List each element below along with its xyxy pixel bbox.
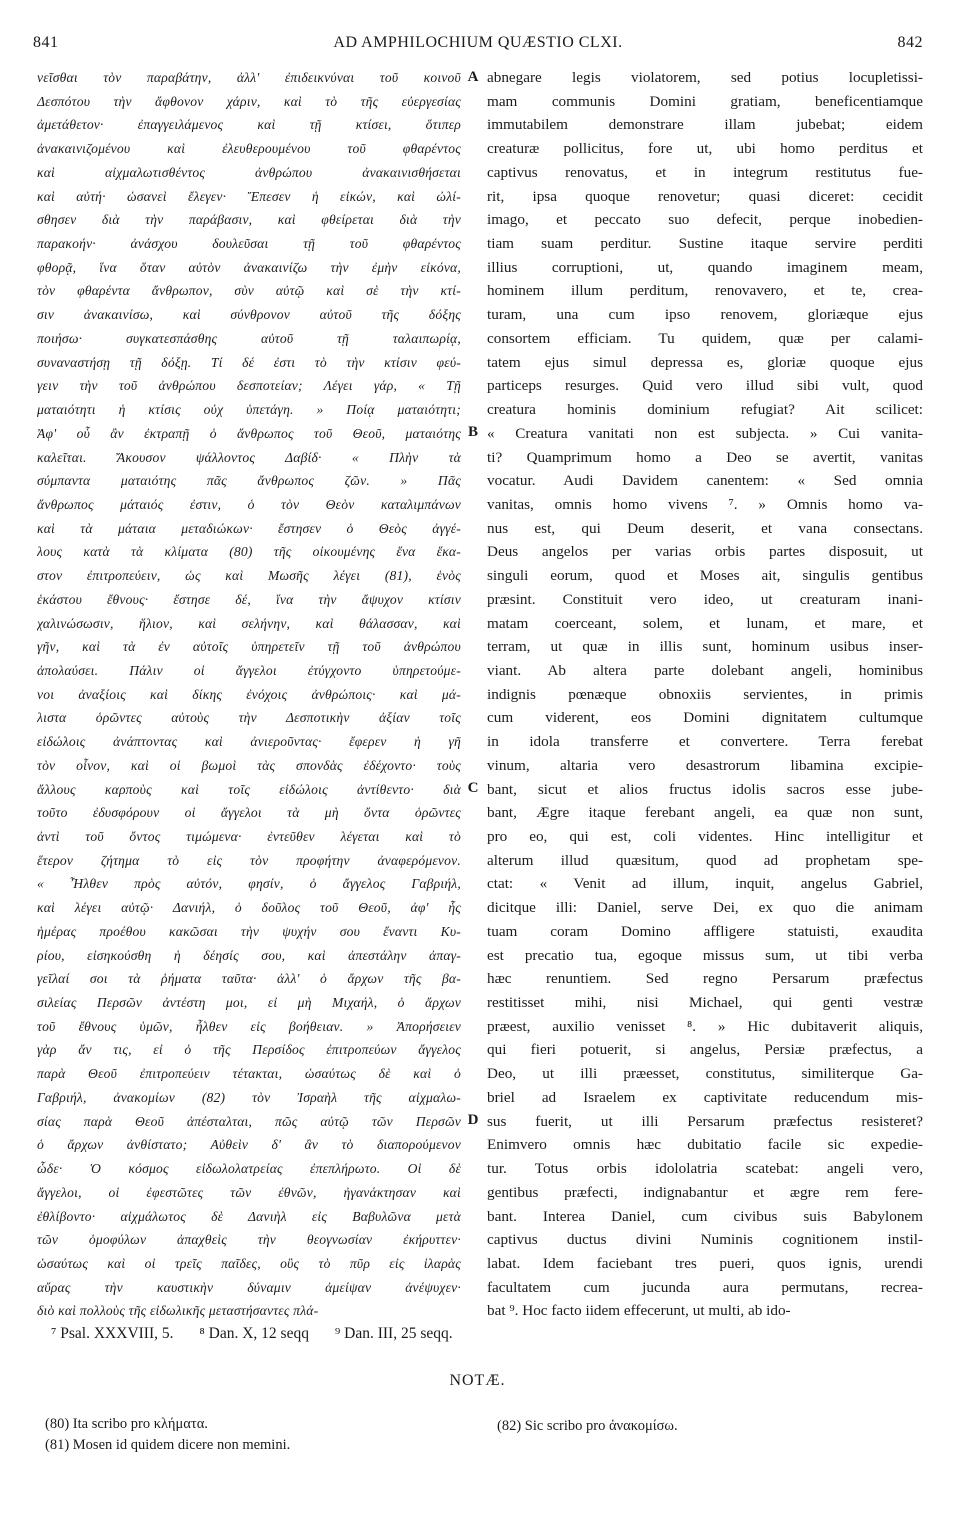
greek-text-line: ἐθλίβοντο· αἰχμάλωτος δὲ Δανιὴλ εἰς Βαβυλῶνα μετὰ xyxy=(37,1208,461,1224)
latin-text-line: turam, una cum ipso renovem, gloriæque ejus xyxy=(487,306,923,324)
greek-text-line: τὸν φθαρέντα ἄνθρωπον, σὺν αὐτῷ καὶ σὲ τὴν κτί- xyxy=(37,283,461,299)
greek-column xyxy=(37,66,461,1323)
footnote-7: ⁷ Psal. XXXVIII, 5. xyxy=(51,1325,174,1342)
latin-text-line: Deus angelos per varias orbis partes disposuit, ut xyxy=(487,543,923,561)
greek-text-line: σίας παρὰ Θεοῦ ἀπέσταλται, πῶς αὐτῷ τῶν Περσῶν xyxy=(37,1113,461,1129)
latin-text-line: bant, sicut et alios fructus idolis sacros esse jube- xyxy=(487,780,923,798)
greek-text-line: ἀνακαινιζομένου καὶ ἐλευθερουμένου τοῦ φθαρέντος xyxy=(37,141,461,157)
latin-text-line: captivus renovatus, et in integrum restitutus fue- xyxy=(487,163,923,181)
greek-text-line: ἀμετάθετον· ἐπαγγειλάμενος καὶ τῇ κτίσει, ὅτιπερ xyxy=(37,117,461,133)
greek-text-line: καὶ αἰχμαλωτισθέντος ἀνθρώπου ἀνακαινισθήσεται xyxy=(37,164,461,180)
running-title: AD AMPHILOCHIUM QUÆSTIO CLXI. xyxy=(333,34,623,51)
greek-text-line: σιλείας Περσῶν ἀντέστη μοι, εἰ μὴ Μιχαήλ, ὁ ἄρχων xyxy=(37,995,461,1011)
margin-marker-c: C xyxy=(467,780,479,796)
greek-text-line: ὁ ἄρχων ἀνθίστατο; Αὐθεὶν δ' ἂν τὸ διαπορούμενον xyxy=(37,1137,461,1153)
latin-text-line: tuam coram Domino affligere statuisti, exaudita xyxy=(487,922,923,940)
greek-text-line: σθησεν διὰ τὴν παράβασιν, καὶ φθείρεται διὰ τὴν xyxy=(37,212,461,228)
latin-text-line: bant, Ægre itaque ferebant angeli, ea quæ non sunt, xyxy=(487,804,923,822)
margin-marker-b: B xyxy=(467,424,478,440)
latin-text-line: rit, ipsa quoque renovetur; quasi diceret: cecidit xyxy=(487,187,923,205)
latin-text-line: creatura hominis dominium refugiat? Ait scilicet: xyxy=(487,401,923,419)
greek-text-line: ποιήσω· συγκατεσπάσθης αὐτοῦ τῇ ταλαιπωρίᾳ, xyxy=(37,330,461,346)
left-page-number: 841 xyxy=(33,34,59,51)
greek-text-line: ἕτερον ζήτημα τὸ εἰς τὸν προφήτην ἀναφερόμενον. xyxy=(37,852,461,868)
greek-text-line: Δεσπότου τὴν ἄφθονον χάριν, καὶ τὸ τῆς εὐεργεσίας xyxy=(37,93,461,109)
latin-text-line: viant. Ab altera parte dolebant angeli, hominibus xyxy=(487,661,923,679)
running-header xyxy=(33,34,923,60)
latin-text-line: tatem ejus simul depressa es, gloriæ quoque ejus xyxy=(487,353,923,371)
notae-heading: NOTÆ. xyxy=(449,1372,506,1389)
right-page-number: 842 xyxy=(897,34,923,51)
latin-text-line: est precatio tua, egoque missus sum, ut tibi verba xyxy=(487,946,923,964)
greek-text-line: ἄνθρωπος μάταιός ἐστιν, ὁ τὸν Θεὸν καταλιμπάνων xyxy=(37,496,461,512)
greek-text-line: γεῖλαί σοι τὰ ῥήματα ταῦτα· ἀλλ' ὁ ἄρχων τῆς βα- xyxy=(37,971,461,987)
latin-text-line: consortem efficiam. Tu quidem, quæ per calami- xyxy=(487,329,923,347)
greek-text-line: ματαιότητι ἡ κτίσις οὐχ ὑπετάγη. » Ποίᾳ ματαιότητι; xyxy=(37,402,461,418)
greek-text-line: τοῦ ἔθνους ὑμῶν, ἦλθεν εἰς βοήθειαν. » Ἀπορήσειεν xyxy=(37,1018,461,1034)
greek-text-line: νεῖσθαι τὸν παραβάτην, ἀλλ' ἐπιδεικνύναι τοῦ κοινοῦ xyxy=(37,70,461,85)
greek-text-line: γὰρ ἄν τις, εἰ ὁ τῆς Περσίδος ἐπιτροπεύων ἄγγελος xyxy=(37,1042,461,1058)
latin-text-line: illius corruptioni, ut, quando imaginem meam, xyxy=(487,258,923,276)
latin-text-line: indignis pœnæque obnoxiis servientes, in primis xyxy=(487,685,923,703)
greek-text-line: ρίου, εἰσηκούσθη ἡ δέησίς σου, καὶ ἀπεστάλην ἀπαγ- xyxy=(37,947,461,963)
latin-text-line: hæc renuntiem. Sed regno Persarum præfectus xyxy=(487,970,923,988)
latin-text-line: nus est, qui Deum deserit, et vana consectans. xyxy=(487,519,923,537)
greek-text-line: αὔρας τὴν καυστικὴν δύναμιν ἀμείψαν ἀνέψυχεν· xyxy=(37,1279,461,1295)
greek-text-line: Ἀφ' οὗ ἂν ἐκτραπῇ ὁ ἄνθρωπος τοῦ Θεοῦ, ματαιότης xyxy=(37,425,461,441)
footnote-8: ⁸ Dan. X, 12 seqq xyxy=(199,1325,309,1342)
greek-text-line: τὸν οἶνον, καὶ οἱ βωμοὶ τὰς σπονδὰς ἐδέχοντο· τοὺς xyxy=(37,757,461,773)
note-81: (81) Mosen id quidem dicere non memini. xyxy=(45,1437,291,1453)
latin-text-line: dicitque illi: Daniel, serve Dei, ex quo die animam xyxy=(487,899,923,917)
latin-text-line: particeps resurges. Quid vero illud sibi vult, quod xyxy=(487,377,923,395)
greek-text-line: νοι ἀναξίοις καὶ δίκης ἐνόχοις ἀνθρώποις· καὶ μά- xyxy=(37,686,461,702)
greek-text-line: τῶν ὁμοφύλων ἀπαχθεὶς τὴν θεογνωσίαν ἐκήρυττεν· xyxy=(37,1232,461,1248)
greek-text-line: ἑκάστου ἔθνους· ἔστησε δέ, ἵνα τὴν ἄψυχον κτίσιν xyxy=(37,591,461,607)
latin-text-line: mam communis Domini gratiam, beneficentiamque xyxy=(487,92,923,110)
latin-text-line: abnegare legis violatorem, sed potius locupletissi- xyxy=(487,69,923,86)
margin-marker-d: D xyxy=(467,1112,479,1128)
latin-text-line: « Creatura vanitati non est subjecta. » Cui vanita- xyxy=(487,424,923,442)
latin-text-line: restitisset mihi, nisi Michael, qui genti vestræ xyxy=(487,994,923,1012)
latin-text-line: qui fieri potuerit, si angelus, Persiæ præfectus, a xyxy=(487,1041,923,1059)
greek-text-line: ἄγγελοι, οἱ ἐφεστῶτες τῶν ἐθνῶν, ἠγανάκτησαν καὶ xyxy=(37,1184,461,1200)
greek-text-line: ἡμέρας προέθου κακῶσαι τὴν ψυχήν σου ἔναντι Κυ- xyxy=(37,923,461,939)
latin-text-line: imago, et peccato suo defecit, perque inobedien- xyxy=(487,211,923,229)
latin-text-line: facultatem cum jucunda aura permutans, recrea- xyxy=(487,1278,923,1296)
latin-text-line: tur. Totus orbis idololatria scatebat: angeli vero, xyxy=(487,1160,923,1178)
greek-text-line: λιστα ὁρῶντες αὐτοὺς τὴν Δεσποτικὴν ἀξίαν τοῖς xyxy=(37,710,461,726)
greek-text-line: συναναστήσῃ τῇ δόξῃ. Τί δέ ἐστι τὸ τὴν κτίσιν φεύ- xyxy=(37,354,461,370)
latin-text-line: ctat: « Venit ad illum, inquit, angelus Gabriel, xyxy=(487,875,923,893)
greek-text-line: καὶ τὰ μάταια μεταδιώκων· ἔστησεν ὁ Θεὸς ἀγγέ- xyxy=(37,520,461,536)
greek-text-line: διὸ καὶ πολλοὺς τῆς εἰδωλικῆς μεταστήσαντες πλά- xyxy=(37,1303,319,1319)
latin-text-line: immutabilem demonstrare illam jubebat; eidem xyxy=(487,116,923,134)
latin-text-line: tiam suam perditur. Sustine itaque servire perditi xyxy=(487,235,923,253)
greek-text-line: σιν ἀνακαινίσω, καὶ σύνθρονον αὐτοῦ τῆς δόξης xyxy=(37,307,461,323)
footnote-9: ⁹ Dan. III, 25 seqq. xyxy=(334,1325,453,1342)
greek-text-line: καὶ αὐτή· ὡσανεὶ ἔλεγεν· Ἔπεσεν ἡ εἰκών, καὶ ὠλί- xyxy=(37,188,461,204)
greek-text-line: ὡσαύτως καὶ οἱ τρεῖς παῖδες, οὓς τὸ πῦρ εἰς ἱλαρὰς xyxy=(37,1255,461,1271)
greek-text-line: λους κατὰ τὰ κλίματα (80) τῆς οἰκουμένης ἕνα ἕκα- xyxy=(37,544,461,560)
greek-text-line: εἰδώλοις ἀνάπτοντας καὶ ἀνιεροῦντας· ἔφερεν ἡ γῆ xyxy=(37,734,461,750)
latin-text-line: alterum illud quæsitum, quod ad prophetam spe- xyxy=(487,851,923,869)
latin-text-line: in idola transferre et convertere. Terra ferebat xyxy=(487,733,923,751)
latin-text-line: gentibus præfecti, indignabantur et ægre rem fere- xyxy=(487,1183,923,1201)
greek-text-line: ὧδε· Ὁ κόσμος εἰδωλολατρείας ἐπεπλήρωτο. Οἱ δὲ xyxy=(37,1161,461,1177)
latin-text-line: briel ad Israelem ex captivitate reducendum mis- xyxy=(487,1088,923,1106)
greek-text-line: παρὰ Θεοῦ ἐπιτροπεύειν τέτακται, ὡσαύτως δὲ καὶ ὁ xyxy=(37,1066,461,1082)
greek-text-line: γῆν, καὶ τὰ ἐν αὐτοῖς ὑπηρετεῖν τῇ τοῦ ἀνθρώπου xyxy=(37,639,461,655)
latin-text-line: Deo, ut illi præesset, constitutus, similiterque Ga- xyxy=(487,1065,923,1083)
greek-text-line: ἄλλους καρποὺς καὶ τοῖς εἰδώλοις ἀντίθεντο· διὰ xyxy=(37,781,461,797)
latin-text-line: hominem illum perditum, renovavero, et te, crea- xyxy=(487,282,923,300)
greek-text-line: παρακοήν· ἀνάσχου δουλεῦσαι τῇ τοῦ φθαρέντος xyxy=(37,236,461,252)
greek-text-line: « Ἦλθεν πρὸς αὐτόν, φησίν, ὁ ἄγγελος Γαβριήλ, xyxy=(37,876,461,892)
latin-text-line: vanitas, omnis homo vivens ⁷. » Omnis homo va- xyxy=(487,495,923,513)
latin-text-line: cum viderent, eos Domini dignitatem cultumque xyxy=(487,709,923,727)
latin-text-line: terram, ut quæ in illis sunt, hominum usibus inser- xyxy=(487,638,923,656)
latin-text-line: bat ⁹. Hoc facto iidem effecerunt, ut multi, ab ido- xyxy=(487,1302,791,1320)
latin-text-line: vocatur. Audi Davidem canentem: « Sed omnia xyxy=(487,472,923,490)
latin-text-line: præsint. Constituit vero ideo, ut creaturam inani- xyxy=(487,590,923,608)
footnotes xyxy=(51,1325,911,1343)
latin-text-line: præest, auxilio venisset ⁸. » Hic dubitaverit aliquis, xyxy=(487,1017,923,1035)
margin-marker-a: A xyxy=(467,69,479,85)
greek-text-line: στον ἐπιτροπεύειν, ὡς καὶ Μωσῆς λέγει (81), ἑνὸς xyxy=(37,568,461,584)
latin-column xyxy=(487,66,923,1323)
greek-text-line: χαλινώσωσιν, ἥλιον, καὶ σελήνην, καὶ θάλασσαν, καὶ xyxy=(37,615,461,631)
latin-text-line: captivus ductus divini Numinis cognitionem instil- xyxy=(487,1231,923,1249)
greek-text-line: καὶ λέγει αὐτῷ· Δανιήλ, ὁ δοῦλος τοῦ Θεοῦ, ἀφ' ἧς xyxy=(37,900,461,916)
greek-text-line: τοῦτο ἐδυσφόρουν οἱ ἄγγελοι τὰ μὴ ὄντα ὁρῶντες xyxy=(37,805,461,821)
greek-text-line: σύμπαντα ματαιότης πᾶς ἄνθρωπος ζῶν. » Πᾶς xyxy=(37,473,461,489)
greek-text-line: ἀπολαύσει. Πάλιν οἱ ἄγγελοι ἐτύγχοντο ὑπηρετούμε- xyxy=(37,662,461,678)
latin-text-line: ti? Quamprimum homo a Deo se avertit, vanitas xyxy=(487,448,923,466)
latin-text-line: creaturæ pollicitus, fore ut, ubi homo perditus et xyxy=(487,140,923,158)
note-80: (80) Ita scribo pro κλήματα. xyxy=(45,1416,208,1432)
latin-text-line: Enimvero omnis hæc dubitatio facile sic expedie- xyxy=(487,1136,923,1154)
greek-text-line: καλεῖται. Ἄκουσον ψάλλοντος Δαβίδ· « Πλὴν τὰ xyxy=(37,449,461,465)
latin-text-line: labat. Idem faciebant tres pueri, quos ignis, urendi xyxy=(487,1254,923,1272)
latin-text-line: vinum, altaria vero desastrorum libamina excipie- xyxy=(487,756,923,774)
latin-text-line: singuli eorum, quod et Moses ait, singulis gentibus xyxy=(487,567,923,585)
latin-text-line: bant. Interea Daniel, cum civibus suis Babylonem xyxy=(487,1207,923,1225)
greek-text-line: Γαβριήλ, ἀνακομίων (82) τὸν Ἰσραὴλ τῆς αἰχμαλω- xyxy=(37,1089,461,1105)
greek-text-line: γειν τὴν τοῦ ἀνθρώπου δεσποτείαν; Λέγει γάρ, « Τῇ xyxy=(37,378,461,394)
latin-text-line: matam coerceant, solem, et lunam, et mare, et xyxy=(487,614,923,632)
latin-text-line: pro eo, qui est, coli videntes. Hinc intelligitur et xyxy=(487,828,923,845)
note-82: (82) Sic scribo pro ἀνακομίσω. xyxy=(497,1418,678,1434)
greek-text-line: φθορᾷ, ἵνα ὅταν αὐτὸν ἀνακαινίζω τὴν ἐμὴν εἰκόνα, xyxy=(37,259,461,275)
greek-text-line: ἀντὶ τοῦ ὄντος τιμώμενα· ἐντεῦθεν λέγεται καὶ τὸ xyxy=(37,829,461,844)
latin-text-line: sus fuerit, ut illi Persarum præfectus resisteret? xyxy=(487,1112,923,1130)
